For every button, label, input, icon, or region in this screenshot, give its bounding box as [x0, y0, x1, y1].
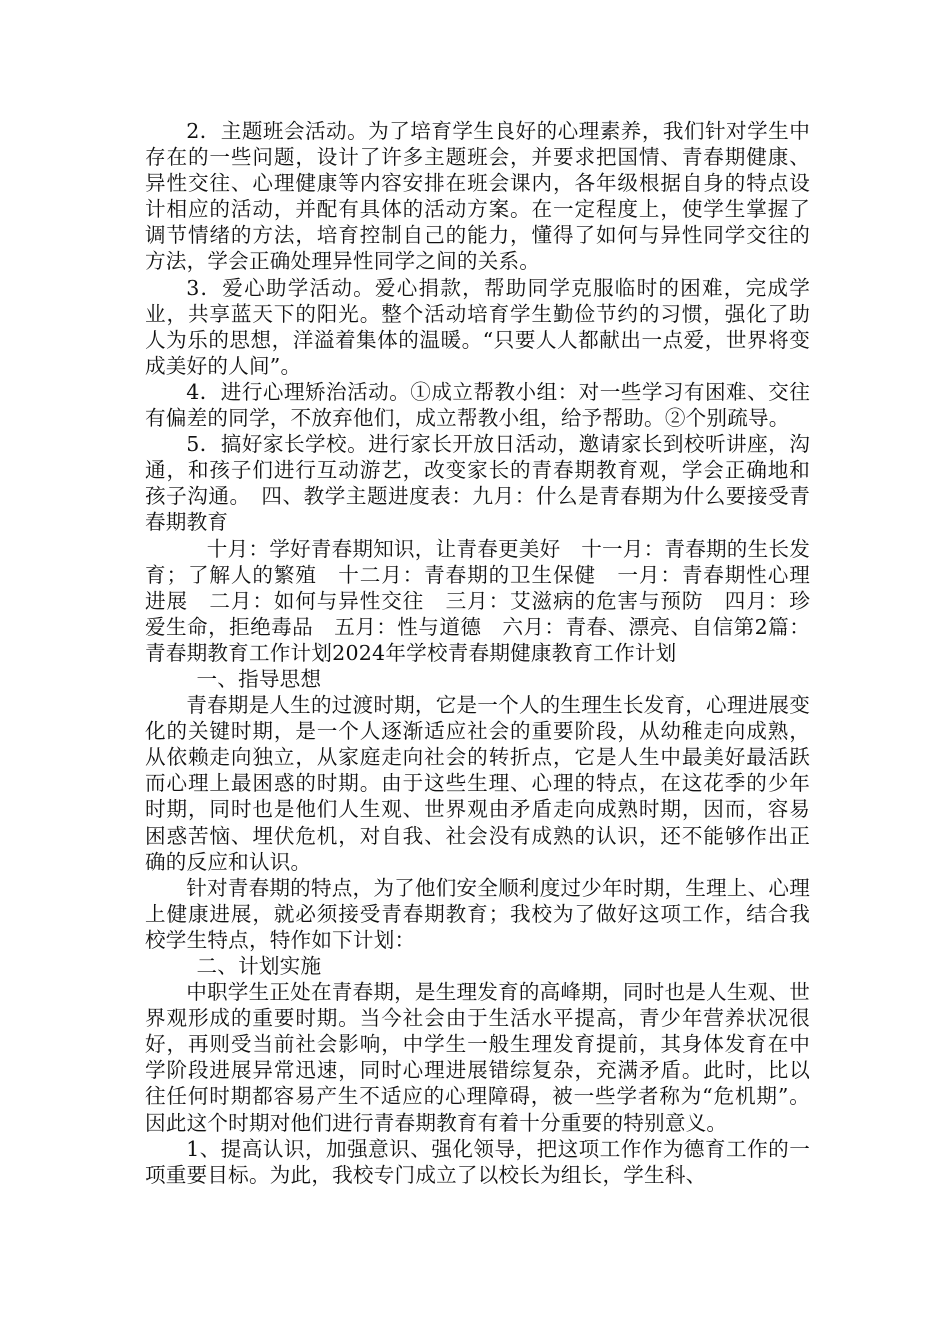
- section-heading-plan-implementation: 二、计划实施: [196, 954, 322, 978]
- paragraph-plan-purpose: 针对青春期的特点，为了他们安全顺利度过少年时期，生理上、心理上健康进展，就必须接受青春期教育；我校为了做好这项工作，结合我校学生特点，特作如下计划：: [145, 875, 810, 952]
- paragraph-theme-class-meeting: 2．主题班会活动。为了培育学生良好的心理素养，我们针对学生中存在的一些问题，设计了许多主题班会，并要求把国情、青春期健康、异性交往、心理健康等内容安排在班会课内，各年级根据自身的特点设计相应的活动，并配有具体的活动方案。在一定程度上，使学生掌握了调节情绪的方法，培育控制自己的能力，懂得了如何与异性同学交往的方法，学会正确处理异性同学之间的关系。: [145, 119, 810, 274]
- paragraph-vocational-students: 中职学生正处在青春期，是生理发育的高峰期，同时也是人生观、世界观形成的重要时期。当今社会由于生活水平提高，青少年营养状况很好，再则受当前社会影响，中学生一般生理发育提前，其身体发育在中学阶段进展异常迅速，同时心理进展错综复杂，充满矛盾。此时，比以往任何时期都容易产生不适应的心理障碍，被一些学者称为“危机期”。因此这个时期对他们进行青春期教育有着十分重要的特别意义。: [145, 980, 810, 1135]
- section-heading-guiding-ideology: 一、指导思想: [196, 666, 322, 691]
- paragraph-psychological-correction: 4．进行心理矫治活动。①成立帮教小组：对一些学习有困难、交往有偏差的同学，不放弃他们，成立帮教小组，给予帮助。②个别疏导。: [145, 379, 810, 431]
- paragraph-parent-school: 5．搞好家长学校。进行家长开放日活动，邀请家长到校听讲座，沟通，和孩子们进行互动游艺，改变家长的青春期教育观，学会正确地和孩子沟通。 四、教学主题进度表：九月：什么是青春期为什么要接受青春期教育: [145, 432, 810, 535]
- paragraph-raise-awareness: 1、提高认识，加强意识、强化领导，把这项工作作为德育工作的一项重要目标。为此，我校专门成立了以校长为组长，学生科、: [145, 1136, 810, 1187]
- paragraph-charity-aid: 3．爱心助学活动。爱心捐款，帮助同学克服临时的困难，完成学业，共享蓝天下的阳光。整个活动培育学生勤俭节约的习惯，强化了助人为乐的思想，洋溢着集体的温暖。“只要人人都献出一点爱，世界将变成美好的人间”。: [145, 275, 810, 378]
- paragraph-adolescence-description: 青春期是人生的过渡时期，它是一个人的生理生长发育，心理进展变化的关键时期，是一个人逐渐适应社会的重要阶段，从幼稚走向成熟，从依赖走向独立，从家庭走向社会的转折点，它是人生中最美好最活跃而心理上最困惑的时期。由于这些生理、心理的特点，在这花季的少年时期，同时也是他们人生观、世界观由矛盾走向成熟时期，因而，容易困惑苦恼、埋伏危机，对自我、社会没有成熟的认识，还不能够作出正确的反应和认识。: [145, 693, 810, 874]
- paragraph-teaching-schedule: 十月：学好青春期知识，让青春更美好 十一月：青春期的生长发育；了解人的繁殖 十二月：青春期的卫生保健 一月：青春期性心理进展 二月：如何与异性交往 三月：艾滋病的危害与预防 四月：珍爱生命，拒绝毒品 五月：性与道德 六月：青春、漂亮、自信第2篇：青春期教育工作计划2024年学校青春期健康教育工作计划: [145, 536, 810, 665]
- document-page: [145, 118, 810, 1188]
